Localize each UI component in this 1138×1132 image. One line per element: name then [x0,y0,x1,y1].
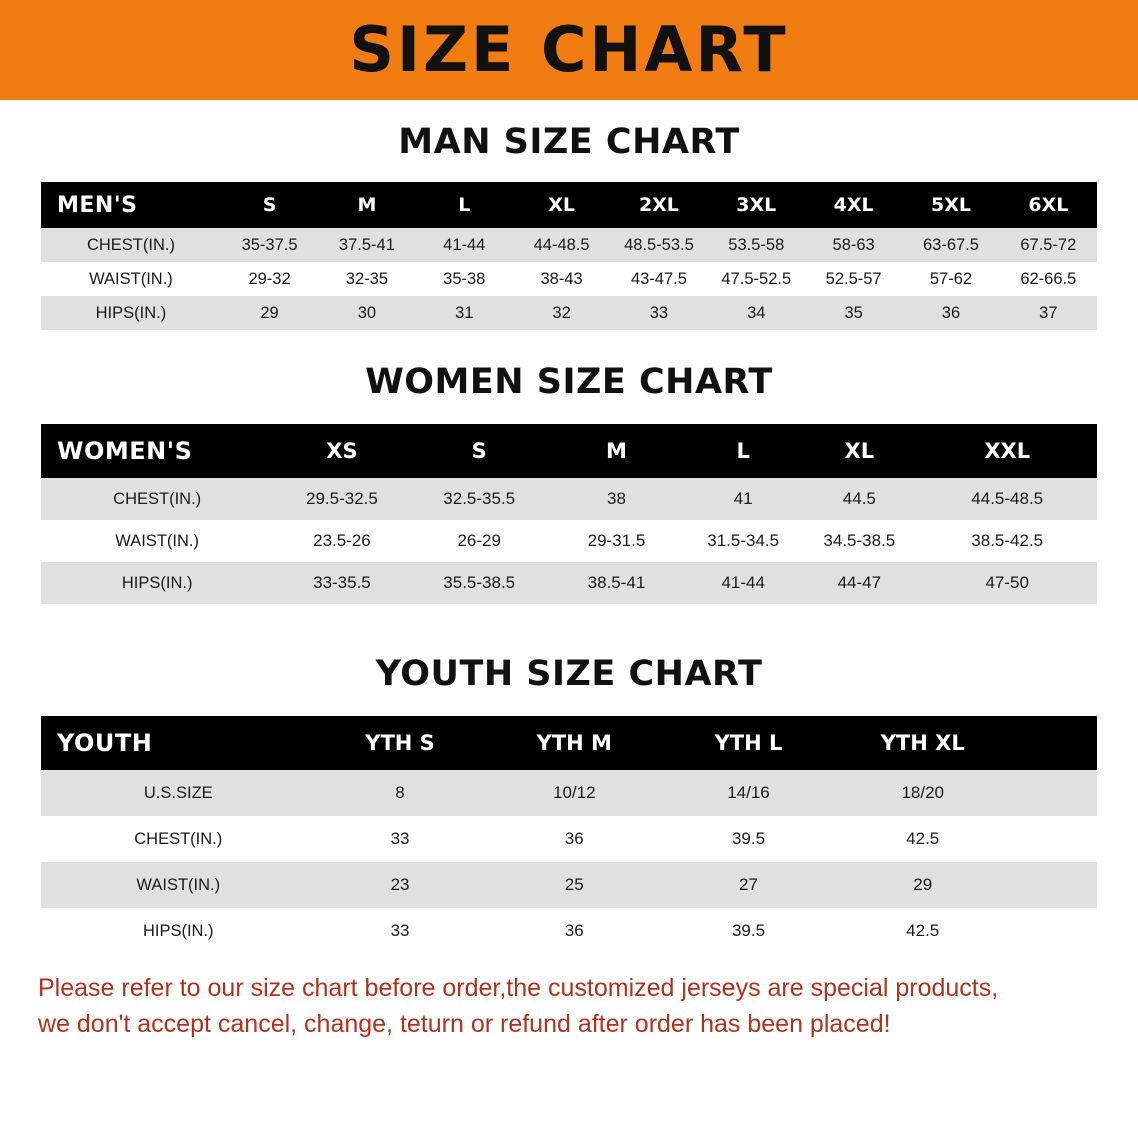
table-row [41,908,1097,954]
women-row-1-cell-4: 34.5-38.5 [823,531,896,550]
youth-size-table [41,716,1097,954]
women-row-2-cell-4: 44-47 [837,573,882,592]
youth-table-header-row [41,716,1097,770]
women-header-label: WOMEN'S [57,437,193,465]
men-row-1-cell-0: 29-32 [248,269,291,288]
women-row-1-cell-2: 29-31.5 [587,531,646,550]
youth-row-0-cell-3: 18/20 [901,783,944,802]
men-row-1-cell-2: 35-38 [443,269,486,288]
men-row-0-cell-4: 48.5-53.5 [624,235,694,254]
table-row [41,562,1097,604]
men-row-0-cell-2: 41-44 [443,235,486,254]
page-banner [0,0,1138,100]
men-row-2-cell-5: 34 [747,303,766,322]
youth-size-table-wrap [41,716,1097,954]
women-row-0-cell-5: 44.5-48.5 [971,489,1044,508]
youth-header-col-0: YTH S [365,731,435,755]
youth-row-1-label: CHEST(IN.) [134,829,223,848]
women-section-title: WOMEN SIZE CHART [365,362,773,402]
women-row-1-cell-1: 26-29 [457,531,501,550]
women-header-col-2: M [606,439,627,463]
youth-row-3-cell-3: 42.5 [906,921,940,940]
men-row-0-cell-8: 67.5-72 [1020,235,1077,254]
women-row-0-cell-1: 32.5-35.5 [443,489,516,508]
men-header-col-0: S [262,194,277,216]
men-row-1-cell-7: 57-62 [929,269,973,288]
women-header-col-4: XL [844,439,875,463]
women-row-0-cell-3: 41 [733,489,753,508]
youth-row-3-cell-2: 39.5 [731,921,766,940]
youth-row-1-cell-0: 33 [390,829,410,848]
youth-row-2-spacer [1012,862,1097,908]
page-title: SIZE CHART [349,13,789,86]
women-row-0-cell-0: 29.5-32.5 [306,489,378,508]
men-row-2-cell-2: 31 [455,303,474,322]
youth-header-col-2: YTH L [714,731,783,755]
disclaimer-note [38,970,1100,1043]
men-row-0-cell-0: 35-37.5 [241,235,298,254]
women-size-table-wrap [41,424,1097,604]
women-row-2-cell-0: 33-35.5 [313,573,371,592]
women-row-0-cell-4: 44.5 [842,489,876,508]
women-size-table [41,424,1097,604]
men-row-0-cell-1: 37.5-41 [338,235,395,254]
men-size-table-wrap [41,182,1097,330]
men-row-1-cell-1: 32-35 [345,269,388,288]
men-header-col-2: L [458,194,471,216]
men-row-0-cell-5: 53.5-58 [728,235,785,254]
women-row-2-cell-2: 38.5-41 [587,573,646,592]
men-header-col-3: XL [548,194,575,216]
men-header-col-1: M [357,194,377,216]
youth-row-3-cell-1: 36 [564,921,584,940]
man-section-title: MAN SIZE CHART [398,122,740,162]
men-row-0-cell-6: 58-63 [832,235,875,254]
women-row-2-cell-1: 35.5-38.5 [443,573,516,592]
women-header-col-3: L [736,439,750,463]
women-row-2-cell-5: 47-50 [985,573,1029,592]
men-row-2-cell-6: 35 [844,303,863,322]
men-header-label: MEN'S [57,192,138,218]
women-row-1-cell-3: 31.5-34.5 [707,531,780,550]
youth-row-1-cell-3: 42.5 [906,829,940,848]
youth-row-1-cell-2: 39.5 [731,829,766,848]
youth-row-3-spacer [1012,908,1097,954]
youth-row-0-cell-0: 8 [395,783,405,802]
women-table-header-row [41,424,1097,478]
youth-header-col-1: YTH M [536,731,612,755]
men-row-1-label: WAIST(IN.) [89,269,173,288]
men-row-2-cell-0: 29 [260,303,279,322]
youth-section-title: YOUTH SIZE CHART [375,654,763,694]
men-header-col-5: 3XL [736,194,777,216]
men-size-table [41,182,1097,330]
table-row [41,770,1097,816]
men-row-1-cell-3: 38-43 [540,269,583,288]
youth-row-3-label: HIPS(IN.) [142,921,214,940]
table-row [41,296,1097,330]
table-row [41,228,1097,262]
men-header-col-8: 6XL [1028,194,1069,216]
youth-row-2-cell-1: 25 [564,875,584,894]
women-row-1-cell-5: 38.5-42.5 [971,531,1044,550]
table-row [41,520,1097,562]
youth-row-2-cell-2: 27 [739,875,758,894]
men-row-2-cell-7: 36 [941,303,961,322]
youth-row-0-spacer [1012,770,1097,816]
table-row [41,478,1097,520]
women-row-0-cell-2: 38 [607,489,626,508]
men-row-0-cell-7: 63-67.5 [922,235,979,254]
youth-row-0-label: U.S.SIZE [143,783,213,802]
women-row-0-label: CHEST(IN.) [113,489,202,508]
youth-header-label: YOUTH [57,729,153,757]
youth-row-2-cell-3: 29 [913,875,933,894]
youth-row-3-cell-0: 33 [390,921,410,940]
women-row-1-label: WAIST(IN.) [115,531,200,550]
youth-row-1-spacer [1012,816,1097,862]
table-row [41,816,1097,862]
men-row-0-label: CHEST(IN.) [86,235,175,254]
men-row-1-cell-8: 62-66.5 [1020,269,1077,288]
women-header-col-0: XS [326,439,358,463]
table-row [41,262,1097,296]
men-header-col-7: 5XL [930,194,971,216]
men-row-0-cell-3: 44-48.5 [533,235,590,254]
men-row-2-cell-3: 32 [552,303,571,322]
youth-row-0-cell-2: 14/16 [727,783,770,802]
men-row-2-cell-1: 30 [357,303,377,322]
women-header-col-5: XXL [984,439,1031,463]
disclaimer-line-1: Please refer to our size chart before order,the customized jerseys are special products, [38,974,999,1002]
men-header-col-4: 2XL [638,194,679,216]
youth-row-1-cell-1: 36 [564,829,584,848]
men-row-1-cell-4: 43-47.5 [630,269,687,288]
men-row-1-cell-5: 47.5-52.5 [721,269,792,288]
youth-header-spacer [1012,716,1097,770]
table-row [41,862,1097,908]
women-row-1-cell-0: 23.5-26 [313,531,371,550]
youth-row-0-cell-1: 10/12 [552,783,596,802]
men-row-2-cell-8: 37 [1039,303,1058,322]
women-header-col-1: S [471,439,487,463]
disclaimer-line-2: we don't accept cancel, change, teturn or refund after order has been placed! [38,1010,891,1039]
youth-header-col-3: YTH XL [880,731,965,755]
men-table-header-row [41,182,1097,228]
men-row-2-cell-4: 33 [649,303,669,322]
women-row-2-label: HIPS(IN.) [121,573,193,592]
youth-row-2-label: WAIST(IN.) [136,875,221,894]
youth-row-2-cell-0: 23 [390,875,410,894]
women-row-2-cell-3: 41-44 [721,573,765,592]
men-header-col-6: 4XL [833,194,874,216]
men-row-2-label: HIPS(IN.) [95,303,167,322]
men-row-1-cell-6: 52.5-57 [825,269,882,288]
